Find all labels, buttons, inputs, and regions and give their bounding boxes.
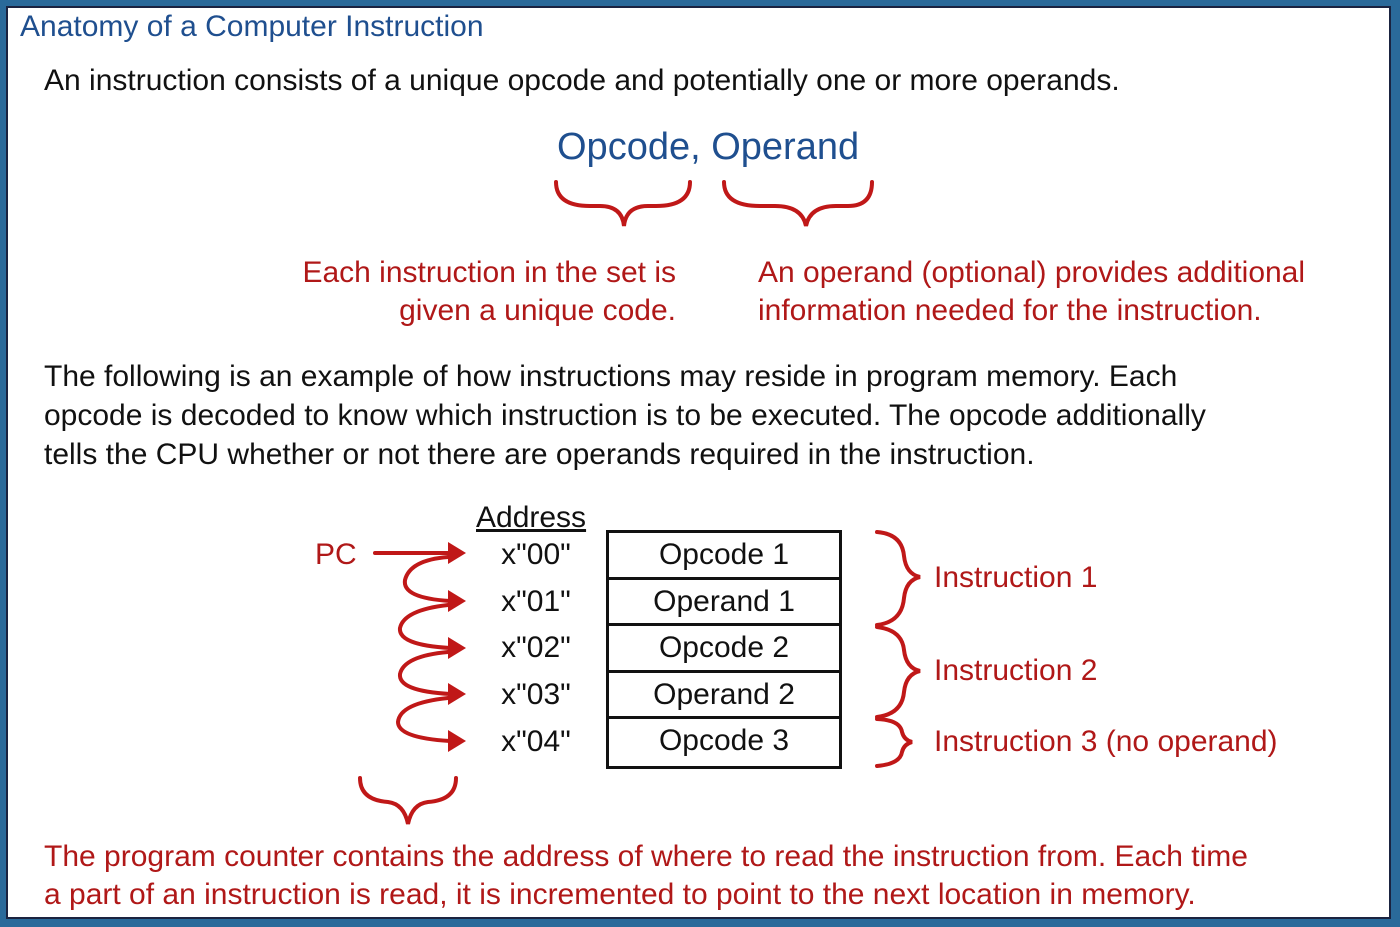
footer-line1: The program counter contains the address of where to read the instruction from. Each time xyxy=(44,840,1248,873)
memory-cell: Opcode 3 xyxy=(658,724,790,758)
instruction-format: Opcode, Operand xyxy=(557,126,860,168)
intro-text: An instruction consists of a unique opcode and potentially one or more operands. xyxy=(44,64,1120,97)
opcode-note-line1: Each instruction in the set is xyxy=(302,256,676,289)
increment-loop-icon xyxy=(400,605,450,648)
address-header: Address xyxy=(476,501,587,534)
memory-cell: Opcode 1 xyxy=(609,533,839,580)
arrowhead-icon xyxy=(448,542,466,564)
arrowhead-icon xyxy=(448,637,466,659)
arrowhead-icon xyxy=(448,730,466,752)
address-02: x"02" xyxy=(501,631,571,664)
address-03: x"03" xyxy=(501,678,571,711)
operand-note-line1: An operand (optional) provides additional xyxy=(758,256,1306,289)
opcode-brace-icon xyxy=(556,182,690,226)
paragraph-line2: opcode is decoded to know which instruction is to be executed. The opcode additionally xyxy=(44,399,1206,432)
instruction-1-brace-icon xyxy=(877,532,920,625)
group-instruction-1: Instruction 1 xyxy=(934,561,1098,594)
instruction-2-brace-icon xyxy=(877,627,920,717)
paragraph-line1: The following is an example of how instructions may reside in program memory. Each xyxy=(44,360,1178,393)
group-instruction-3: Instruction 3 (no operand) xyxy=(934,725,1278,758)
address-04: x"04" xyxy=(501,725,571,758)
arrowhead-icon xyxy=(448,683,466,705)
pc-brace-icon xyxy=(360,778,456,824)
group-instruction-2: Instruction 2 xyxy=(934,654,1098,687)
opcode-note-line2: given a unique code. xyxy=(399,294,676,327)
memory-cell: Opcode 2 xyxy=(609,626,839,673)
footer-line2: a part of an instruction is read, it is incremented to point to the next location in memory. xyxy=(44,878,1196,911)
address-00: x"00" xyxy=(501,538,571,571)
paragraph-line3: tells the CPU whether or not there are operands required in the instruction. xyxy=(44,438,1035,471)
operand-brace-icon xyxy=(724,182,872,226)
address-01: x"01" xyxy=(501,585,571,618)
increment-loop-icon xyxy=(398,698,450,741)
operand-note-line2: information needed for the instruction. xyxy=(758,294,1262,327)
instruction-3-brace-icon xyxy=(877,719,912,766)
memory-cell: Operand 2 xyxy=(609,673,839,720)
increment-loop-icon xyxy=(405,557,450,601)
pc-label: PC xyxy=(315,538,357,571)
memory-cell: Operand 1 xyxy=(609,580,839,627)
arrowhead-icon xyxy=(448,590,466,612)
slide-title: Anatomy of a Computer Instruction xyxy=(20,10,484,43)
increment-loop-icon xyxy=(400,652,450,694)
